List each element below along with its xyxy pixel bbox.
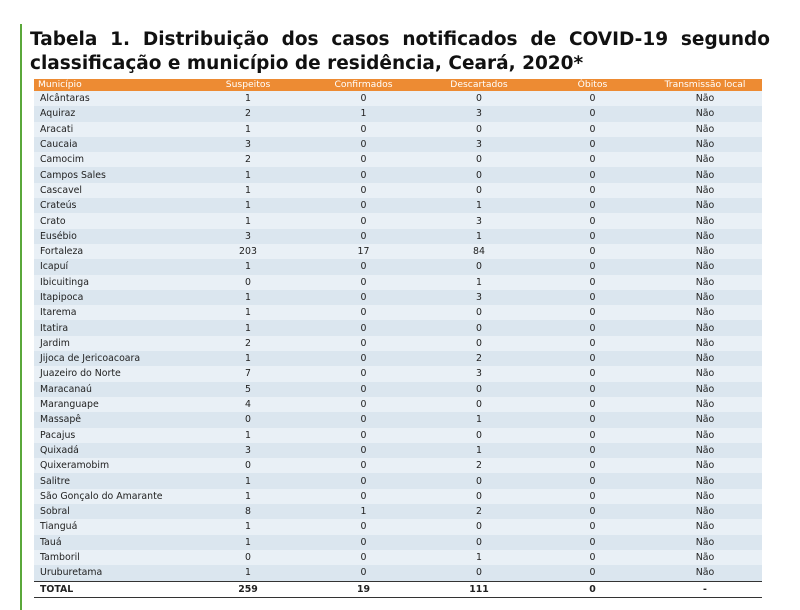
cell-confirmados: 0 (306, 336, 421, 351)
cell-confirmados: 17 (306, 244, 421, 259)
table-row (34, 320, 762, 335)
cell-descartados: 0 (421, 382, 537, 397)
cell-municipio: Caucaia (34, 137, 190, 152)
cell-obitos: 0 (537, 259, 648, 274)
total-suspeitos: 259 (190, 581, 306, 597)
cell-suspeitos: 1 (190, 213, 306, 228)
cell-transmissao: Não (648, 152, 762, 167)
cell-obitos: 0 (537, 336, 648, 351)
cell-transmissao: Não (648, 320, 762, 335)
cell-obitos: 0 (537, 305, 648, 320)
cell-municipio: Quixeramobim (34, 458, 190, 473)
cell-transmissao: Não (648, 259, 762, 274)
table-row (34, 366, 762, 381)
cell-suspeitos: 1 (190, 259, 306, 274)
cell-confirmados: 0 (306, 412, 421, 427)
cell-municipio: Quixadá (34, 443, 190, 458)
cell-confirmados: 0 (306, 198, 421, 213)
cell-descartados: 0 (421, 489, 537, 504)
column-header-obitos: Óbitos (537, 79, 648, 91)
cell-transmissao: Não (648, 428, 762, 443)
cell-descartados: 0 (421, 565, 537, 581)
cell-suspeitos: 1 (190, 519, 306, 534)
cell-descartados: 3 (421, 213, 537, 228)
cell-confirmados: 0 (306, 565, 421, 581)
cell-confirmados: 0 (306, 535, 421, 550)
cell-transmissao: Não (648, 519, 762, 534)
cell-suspeitos: 1 (190, 167, 306, 182)
cell-suspeitos: 0 (190, 550, 306, 565)
cell-confirmados: 0 (306, 290, 421, 305)
cell-descartados: 3 (421, 366, 537, 381)
cell-obitos: 0 (537, 504, 648, 519)
cell-suspeitos: 2 (190, 106, 306, 121)
cell-transmissao: Não (648, 91, 762, 106)
cell-descartados: 3 (421, 290, 537, 305)
table-row (34, 504, 762, 519)
cell-descartados: 1 (421, 550, 537, 565)
cell-confirmados: 0 (306, 152, 421, 167)
cell-confirmados: 0 (306, 473, 421, 488)
total-row (34, 581, 762, 597)
cell-descartados: 3 (421, 106, 537, 121)
table-row (34, 336, 762, 351)
cell-municipio: Ibicuitinga (34, 275, 190, 290)
cell-confirmados: 0 (306, 229, 421, 244)
cell-transmissao: Não (648, 443, 762, 458)
total-descartados: 111 (421, 581, 537, 597)
cell-descartados: 0 (421, 428, 537, 443)
cell-confirmados: 0 (306, 122, 421, 137)
cell-transmissao: Não (648, 458, 762, 473)
cell-obitos: 0 (537, 565, 648, 581)
cell-confirmados: 0 (306, 366, 421, 381)
cell-confirmados: 0 (306, 213, 421, 228)
cell-transmissao: Não (648, 489, 762, 504)
table-row (34, 167, 762, 182)
total-label: TOTAL (34, 581, 190, 597)
cell-descartados: 0 (421, 91, 537, 106)
cell-obitos: 0 (537, 198, 648, 213)
table-row (34, 198, 762, 213)
table-row (34, 137, 762, 152)
cell-descartados: 0 (421, 305, 537, 320)
cell-municipio: Salitre (34, 473, 190, 488)
cell-confirmados: 0 (306, 351, 421, 366)
cell-transmissao: Não (648, 565, 762, 581)
cell-municipio: Icapuí (34, 259, 190, 274)
cell-municipio: Cascavel (34, 183, 190, 198)
cell-obitos: 0 (537, 106, 648, 121)
table-header-row (34, 79, 762, 91)
cell-descartados: 0 (421, 122, 537, 137)
total-confirmados: 19 (306, 581, 421, 597)
cell-municipio: Tamboril (34, 550, 190, 565)
cell-obitos: 0 (537, 535, 648, 550)
table-row (34, 535, 762, 550)
cell-suspeitos: 1 (190, 535, 306, 550)
cell-municipio: Crato (34, 213, 190, 228)
cell-transmissao: Não (648, 275, 762, 290)
cell-transmissao: Não (648, 473, 762, 488)
table-row (34, 412, 762, 427)
cell-transmissao: Não (648, 198, 762, 213)
cell-municipio: Itarema (34, 305, 190, 320)
table-row (34, 229, 762, 244)
cell-suspeitos: 8 (190, 504, 306, 519)
cell-transmissao: Não (648, 535, 762, 550)
cell-descartados: 0 (421, 259, 537, 274)
table-row (34, 106, 762, 121)
column-header-transmissao: Transmissão local (648, 79, 762, 91)
cell-transmissao: Não (648, 137, 762, 152)
table-row (34, 244, 762, 259)
cell-obitos: 0 (537, 351, 648, 366)
cell-suspeitos: 2 (190, 336, 306, 351)
cell-transmissao: Não (648, 106, 762, 121)
cell-obitos: 0 (537, 412, 648, 427)
cell-suspeitos: 0 (190, 275, 306, 290)
cell-suspeitos: 203 (190, 244, 306, 259)
cell-obitos: 0 (537, 290, 648, 305)
cell-transmissao: Não (648, 305, 762, 320)
column-header-municipio: Município (34, 79, 190, 91)
cell-confirmados: 0 (306, 137, 421, 152)
cell-transmissao: Não (648, 244, 762, 259)
cell-suspeitos: 2 (190, 152, 306, 167)
cell-transmissao: Não (648, 382, 762, 397)
cell-descartados: 0 (421, 167, 537, 182)
cell-descartados: 1 (421, 412, 537, 427)
cell-obitos: 0 (537, 397, 648, 412)
cell-descartados: 0 (421, 336, 537, 351)
table-body (34, 91, 762, 581)
cell-suspeitos: 3 (190, 229, 306, 244)
table-row (34, 152, 762, 167)
cell-suspeitos: 1 (190, 122, 306, 137)
cell-descartados: 1 (421, 198, 537, 213)
cell-transmissao: Não (648, 290, 762, 305)
cell-transmissao: Não (648, 336, 762, 351)
accent-rule (20, 24, 22, 610)
cell-confirmados: 0 (306, 259, 421, 274)
cell-suspeitos: 3 (190, 137, 306, 152)
cell-suspeitos: 1 (190, 489, 306, 504)
table-row (34, 183, 762, 198)
cell-descartados: 0 (421, 473, 537, 488)
total-transmissao: - (648, 581, 762, 597)
cell-suspeitos: 1 (190, 91, 306, 106)
cell-suspeitos: 1 (190, 305, 306, 320)
cell-obitos: 0 (537, 489, 648, 504)
cell-transmissao: Não (648, 550, 762, 565)
cell-obitos: 0 (537, 550, 648, 565)
cell-suspeitos: 4 (190, 397, 306, 412)
cell-obitos: 0 (537, 152, 648, 167)
cell-suspeitos: 1 (190, 183, 306, 198)
cell-obitos: 0 (537, 519, 648, 534)
table-row (34, 443, 762, 458)
cell-suspeitos: 3 (190, 443, 306, 458)
table-row (34, 91, 762, 106)
cell-municipio: São Gonçalo do Amarante (34, 489, 190, 504)
cell-obitos: 0 (537, 137, 648, 152)
cell-transmissao: Não (648, 229, 762, 244)
cell-suspeitos: 1 (190, 473, 306, 488)
cell-confirmados: 0 (306, 489, 421, 504)
table-row (34, 382, 762, 397)
cell-municipio: Juazeiro do Norte (34, 366, 190, 381)
table-row (34, 122, 762, 137)
column-header-suspeitos: Suspeitos (190, 79, 306, 91)
cell-transmissao: Não (648, 504, 762, 519)
cell-suspeitos: 1 (190, 290, 306, 305)
cell-municipio: Jijoca de Jericoacoara (34, 351, 190, 366)
cell-confirmados: 0 (306, 275, 421, 290)
table-row (34, 351, 762, 366)
cell-suspeitos: 1 (190, 565, 306, 581)
cell-obitos: 0 (537, 443, 648, 458)
cell-descartados: 0 (421, 152, 537, 167)
cell-confirmados: 0 (306, 458, 421, 473)
cell-transmissao: Não (648, 397, 762, 412)
cell-confirmados: 0 (306, 443, 421, 458)
table-row (34, 519, 762, 534)
cell-municipio: Tianguá (34, 519, 190, 534)
cell-transmissao: Não (648, 167, 762, 182)
cell-municipio: Eusébio (34, 229, 190, 244)
cell-confirmados: 0 (306, 167, 421, 182)
cell-transmissao: Não (648, 366, 762, 381)
cell-descartados: 0 (421, 397, 537, 412)
cell-suspeitos: 7 (190, 366, 306, 381)
cell-transmissao: Não (648, 412, 762, 427)
table-row (34, 458, 762, 473)
cell-confirmados: 0 (306, 519, 421, 534)
cell-descartados: 1 (421, 443, 537, 458)
cell-confirmados: 0 (306, 397, 421, 412)
cell-obitos: 0 (537, 183, 648, 198)
cell-transmissao: Não (648, 122, 762, 137)
cell-confirmados: 1 (306, 106, 421, 121)
cell-municipio: Itapipoca (34, 290, 190, 305)
cell-descartados: 2 (421, 504, 537, 519)
cell-descartados: 0 (421, 320, 537, 335)
cell-transmissao: Não (648, 213, 762, 228)
cases-table (34, 79, 762, 598)
cell-descartados: 0 (421, 519, 537, 534)
cell-suspeitos: 1 (190, 428, 306, 443)
cell-suspeitos: 1 (190, 198, 306, 213)
cell-obitos: 0 (537, 244, 648, 259)
cell-confirmados: 0 (306, 91, 421, 106)
cell-confirmados: 0 (306, 305, 421, 320)
table-row (34, 275, 762, 290)
column-header-descartados: Descartados (421, 79, 537, 91)
cases-table-container (34, 79, 762, 598)
cell-municipio: Sobral (34, 504, 190, 519)
cell-municipio: Uruburetama (34, 565, 190, 581)
cell-obitos: 0 (537, 167, 648, 182)
table-row (34, 259, 762, 274)
cell-descartados: 3 (421, 137, 537, 152)
cell-confirmados: 1 (306, 504, 421, 519)
cell-obitos: 0 (537, 213, 648, 228)
cell-obitos: 0 (537, 366, 648, 381)
column-header-confirmados: Confirmados (306, 79, 421, 91)
cell-descartados: 0 (421, 535, 537, 550)
cell-obitos: 0 (537, 275, 648, 290)
cell-municipio: Fortaleza (34, 244, 190, 259)
table-row (34, 473, 762, 488)
cell-municipio: Aquiraz (34, 106, 190, 121)
cell-municipio: Camocim (34, 152, 190, 167)
cell-descartados: 1 (421, 229, 537, 244)
cell-confirmados: 0 (306, 428, 421, 443)
table-row (34, 550, 762, 565)
cell-suspeitos: 1 (190, 320, 306, 335)
cell-obitos: 0 (537, 320, 648, 335)
cell-confirmados: 0 (306, 382, 421, 397)
cell-obitos: 0 (537, 473, 648, 488)
cell-descartados: 2 (421, 351, 537, 366)
table-row (34, 213, 762, 228)
cell-descartados: 2 (421, 458, 537, 473)
table-row (34, 489, 762, 504)
table-row (34, 290, 762, 305)
cell-obitos: 0 (537, 229, 648, 244)
table-row (34, 428, 762, 443)
table-row (34, 565, 762, 581)
cell-suspeitos: 0 (190, 458, 306, 473)
cell-suspeitos: 1 (190, 351, 306, 366)
cell-descartados: 84 (421, 244, 537, 259)
cell-transmissao: Não (648, 351, 762, 366)
cell-municipio: Jardim (34, 336, 190, 351)
cell-municipio: Alcântaras (34, 91, 190, 106)
cell-obitos: 0 (537, 91, 648, 106)
total-obitos: 0 (537, 581, 648, 597)
cell-descartados: 0 (421, 183, 537, 198)
cell-municipio: Crateús (34, 198, 190, 213)
cell-confirmados: 0 (306, 550, 421, 565)
cell-municipio: Campos Sales (34, 167, 190, 182)
cell-municipio: Maranguape (34, 397, 190, 412)
cell-obitos: 0 (537, 382, 648, 397)
cell-confirmados: 0 (306, 183, 421, 198)
cell-suspeitos: 5 (190, 382, 306, 397)
table-row (34, 397, 762, 412)
cell-obitos: 0 (537, 458, 648, 473)
cell-suspeitos: 0 (190, 412, 306, 427)
cell-transmissao: Não (648, 183, 762, 198)
cell-municipio: Massapê (34, 412, 190, 427)
cell-municipio: Pacajus (34, 428, 190, 443)
cell-municipio: Tauá (34, 535, 190, 550)
cell-confirmados: 0 (306, 320, 421, 335)
cell-obitos: 0 (537, 428, 648, 443)
cell-descartados: 1 (421, 275, 537, 290)
cell-obitos: 0 (537, 122, 648, 137)
table-row (34, 305, 762, 320)
cell-municipio: Maracanaú (34, 382, 190, 397)
table-title: Tabela 1. Distribuição dos casos notificados de COVID-19 segundo classificação e município de residência, Ceará, 2020* (30, 29, 770, 74)
cell-municipio: Itatira (34, 320, 190, 335)
cell-municipio: Aracati (34, 122, 190, 137)
